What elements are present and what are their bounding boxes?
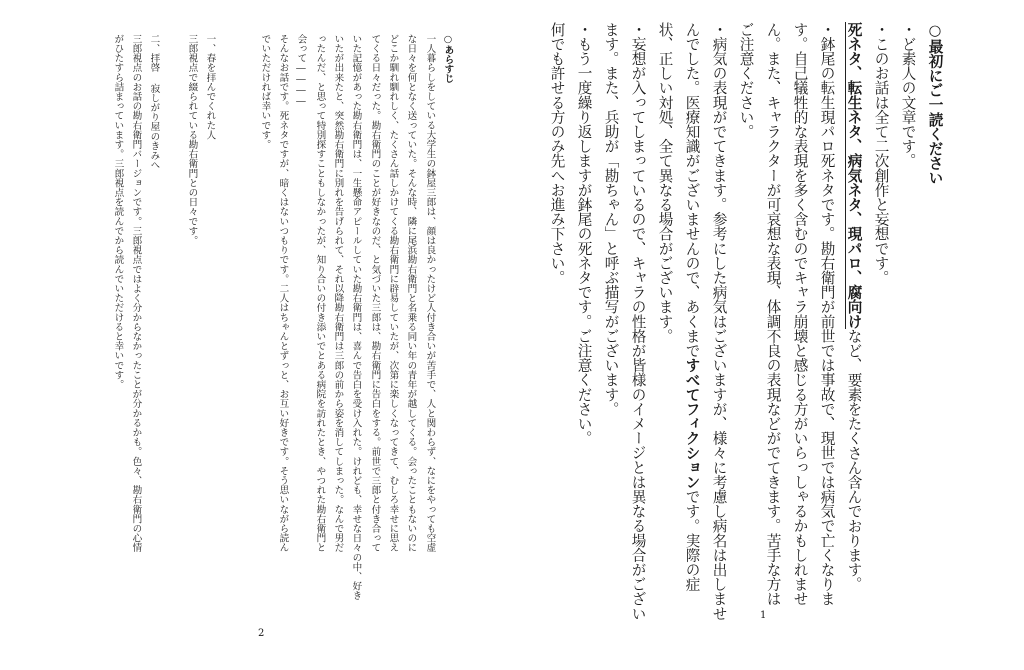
notice-line: ・ど素人の文章です。 <box>899 22 917 168</box>
notice-line: ・もう一度繰り返しますが鉢尾の死ネタです。ご注意ください。 <box>575 22 593 446</box>
synopsis-line: てくる日々だった。勘右衛門のことが好きなのだ、と気づいた三郎は、勘右衛門に告白をする。前世で三郎と付き合って <box>369 34 381 553</box>
synopsis-line: でいただければ幸いです。 <box>259 34 271 150</box>
synopsis-line: な日々を何となく送っていた。そんな時、隣に尾浜勘右衛門と名乗る同い年の青年が越してくる。会ったこともないのに <box>405 34 417 553</box>
chapter-1-title: 一、春を拝んでくれた人 <box>204 34 216 140</box>
notice-line: ・妄想が入ってしまっているので、キャラの性格が皆様のイメージとは異なる場合がござい <box>629 22 647 621</box>
notice-heading: ○最初にご一読ください <box>926 22 944 185</box>
page-number: 2 <box>258 628 265 639</box>
notice-line: んでした。医療知識がございませんので、あくまですべてフィクションです。実際の症 <box>683 22 701 592</box>
synopsis-heading: ○あらすじ <box>442 34 454 84</box>
notice-line: ご注意ください。 <box>737 22 755 139</box>
chapter-2-desc: がひたすら詰まっています。三郎視点を読んでから読んでいただけると幸いです。 <box>112 34 124 390</box>
synopsis-line: いた記憶があった勘右衛門は、一生懸命アピールしていた勘右衛門は、喜んで告白を受け入れた。けれども、幸せな日々の中、好き <box>350 34 362 601</box>
notice-line: 何でも許せる方のみ先へお進み下さい。 <box>548 22 566 285</box>
chapter-1-desc: 三郎視点で綴られている勘右衛門との日々です。 <box>186 34 198 246</box>
synopsis-line: どこか馴れ馴れしく、たくさん話しかけてくる勘右衛門に辟易していたが、次第に楽しくなってきて、むしろ幸せに思え <box>387 34 399 553</box>
synopsis-line: ったんだ、と思って特別探すこともしなかったが、知り合いの付き添いでとある病院を訪れたとき、やつれた勘右衛門と <box>314 34 326 553</box>
notice-line: ます。また、兵助が「勘ちゃん」と呼ぶ描写がございます。 <box>602 22 620 417</box>
synopsis-line: いたが出来たと、突然勘右衛門に別れを告げられて、それ以降勘右衛門は三郎の前から姿を消してしまった。なんで男だ <box>332 34 344 553</box>
chapter-2-desc: 三郎視点のお話の勘右衛門バージョンです。三郎視点ではよく分からなかったことが分かるかも。色々、勘右衛門の心情 <box>130 34 142 553</box>
notice-line: ・病気の表現がでてきます。参考にした病気はございますが、様々に考慮し病名は出しませ <box>710 22 728 621</box>
notice-line: ん。また、キャラクターが可哀想な表現、体調不良の表現などがでてきます。苦手な方は <box>764 22 782 606</box>
notice-line: ・鉢尾の転生現パロ死ネタです。勘右衛門が前世では事故で、現世では病気で亡くなりま <box>818 22 836 606</box>
page-1 <box>512 0 1024 670</box>
page-number: 1 <box>760 610 767 621</box>
chapter-2-title: 二、拝啓 寂しがり屋のきみへ <box>148 34 160 170</box>
fiction-emphasis: すべてフィクション <box>683 357 701 490</box>
synopsis-line: そんなお話です。死ネタですが、暗くはないつもりです。二人はちゃんとずっと、お互い好きです。そう思いながら読ん <box>277 34 289 553</box>
notice-line: 状、正しい対処、全て異なる場合がございます。 <box>656 22 674 344</box>
notice-line: す。自己犠牲的な表現を多く含むのでキャラ崩壊と感じる方がいらっしゃるかもしれませ <box>791 22 809 606</box>
notice-line: ・このお話は全て二次創作と妄想です。 <box>872 22 890 285</box>
warning-tags: 死ネタ、転生ネタ、病気ネタ、現パロ、腐向け <box>845 22 863 329</box>
notice-line: 死ネタ、転生ネタ、病気ネタ、現パロ、腐向けなど、要素をたくさん含んでおります。 <box>845 22 863 592</box>
synopsis-line: 会って―――― <box>295 34 307 107</box>
synopsis-line: 一人暮らしをしている大学生の鉢屋三郎は、顔は良かったけど人付き合いが苦手で、人と関わらず、なにをやっても空虚 <box>424 34 436 553</box>
